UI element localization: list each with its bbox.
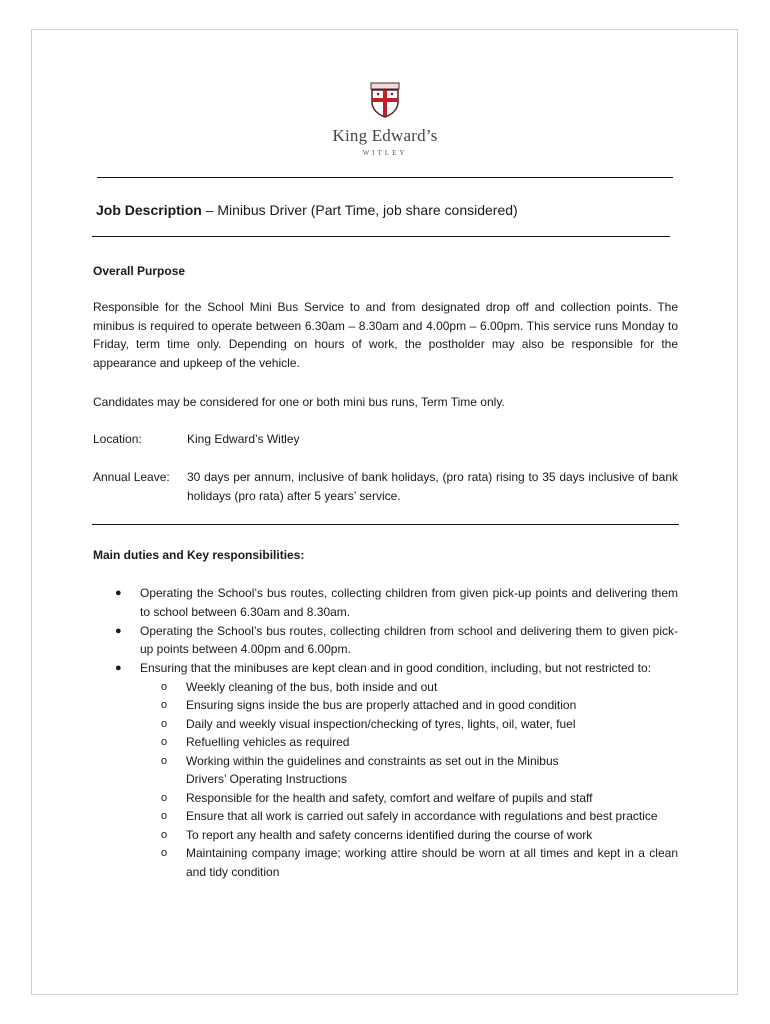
- sub-duty-text: Refuelling vehicles as required: [186, 735, 350, 749]
- duty-text: Operating the School’s bus routes, collecting children from school and delivering them to given pick-up points between 4.00pm and 6.00pm.: [140, 623, 678, 656]
- bullet-icon: ●: [115, 624, 122, 637]
- section-rule: [92, 524, 679, 525]
- duties-list: [115, 584, 678, 882]
- school-location: WITLEY: [362, 149, 408, 157]
- title-rule: [92, 236, 670, 237]
- circle-bullet-icon: o: [161, 754, 168, 767]
- annual-leave-value: 30 days per annum, inclusive of bank holidays, (pro rata) rising to 35 days inclusive of bank holidays (pro rata) after 5 years’ service.: [187, 470, 678, 503]
- sub-duty-text: Working within the guidelines and constraints as set out in the Minibus Drivers’ Operating Instructions: [186, 753, 559, 786]
- location-value: King Edward’s Witley: [187, 432, 300, 446]
- location-label: Location:: [93, 432, 142, 446]
- header-rule: [97, 177, 673, 178]
- job-description-label: Job Description: [96, 202, 202, 218]
- job-title: – Minibus Driver (Part Time, job share considered): [201, 202, 518, 218]
- sub-list-item: [140, 844, 678, 881]
- circle-bullet-icon: o: [161, 791, 168, 804]
- shield-crest-icon: [370, 82, 400, 118]
- school-logo: [0, 82, 770, 157]
- list-item: [115, 622, 678, 659]
- circle-bullet-icon: o: [161, 736, 168, 748]
- circle-bullet-icon: o: [161, 847, 168, 859]
- sub-duties-list: [140, 678, 678, 882]
- sub-duty-text: Daily and weekly visual inspection/checking of tyres, lights, oil, water, fuel: [186, 716, 576, 731]
- sub-duty-text: Ensure that all work is carried out safely in accordance with regulations and best practice: [186, 809, 658, 823]
- sub-duty-text: Ensuring signs inside the bus are properly attached and in good condition: [186, 698, 577, 712]
- job-title-line: [96, 201, 676, 220]
- sub-duty-text: Maintaining company image; working attire should be worn at all times and kept in a clean and tidy condition: [186, 846, 678, 879]
- circle-bullet-icon: o: [161, 699, 168, 711]
- annual-leave-label: Annual Leave:: [93, 470, 170, 484]
- candidates-note: Candidates may be considered for one or both mini bus runs, Term Time only.: [93, 395, 505, 409]
- duty-text: Ensuring that the minibuses are kept clean and in good condition, including, but not restricted to:: [140, 661, 651, 675]
- sub-duty-text: Weekly cleaning of the bus, both inside and out: [186, 679, 438, 694]
- sub-list-item: [140, 807, 678, 826]
- sub-list-item: [140, 715, 678, 734]
- sub-list-item: [140, 826, 678, 845]
- sub-duty-text: To report any health and safety concerns identified during the course of work: [186, 827, 593, 842]
- bullet-icon: ●: [115, 662, 122, 674]
- list-item: [115, 584, 678, 621]
- school-name: King Edward’s: [332, 126, 438, 145]
- circle-bullet-icon: o: [161, 828, 168, 841]
- bullet-icon: ●: [115, 587, 122, 599]
- duties-heading: Main duties and Key responsibilities:: [93, 548, 305, 562]
- sub-list-item: [140, 789, 678, 808]
- list-item: [115, 659, 678, 881]
- sub-list-item: [140, 752, 678, 789]
- duty-text: Operating the School’s bus routes, collecting children from given pick-up points and delivering them to school between 6.30am and 8.30am.: [140, 586, 678, 619]
- circle-bullet-icon: o: [161, 717, 168, 730]
- sub-list-item: [140, 678, 678, 697]
- overall-purpose-body: Responsible for the School Mini Bus Service to and from designated drop off and collection points. The minibus is required to operate between 6.30am – 8.30am and 4.00pm – 6.00pm. This service runs Monday to Friday, term time only. Depending on hours of work, the postholder may also be responsible for the appearance and upkeep of the vehicle.: [93, 300, 678, 370]
- overall-purpose-heading: Overall Purpose: [93, 264, 186, 278]
- circle-bullet-icon: o: [161, 680, 168, 693]
- circle-bullet-icon: o: [161, 810, 168, 822]
- sub-duty-text: Responsible for the health and safety, comfort and welfare of pupils and staff: [186, 790, 593, 805]
- sub-list-item: [140, 733, 678, 752]
- sub-list-item: [140, 696, 678, 715]
